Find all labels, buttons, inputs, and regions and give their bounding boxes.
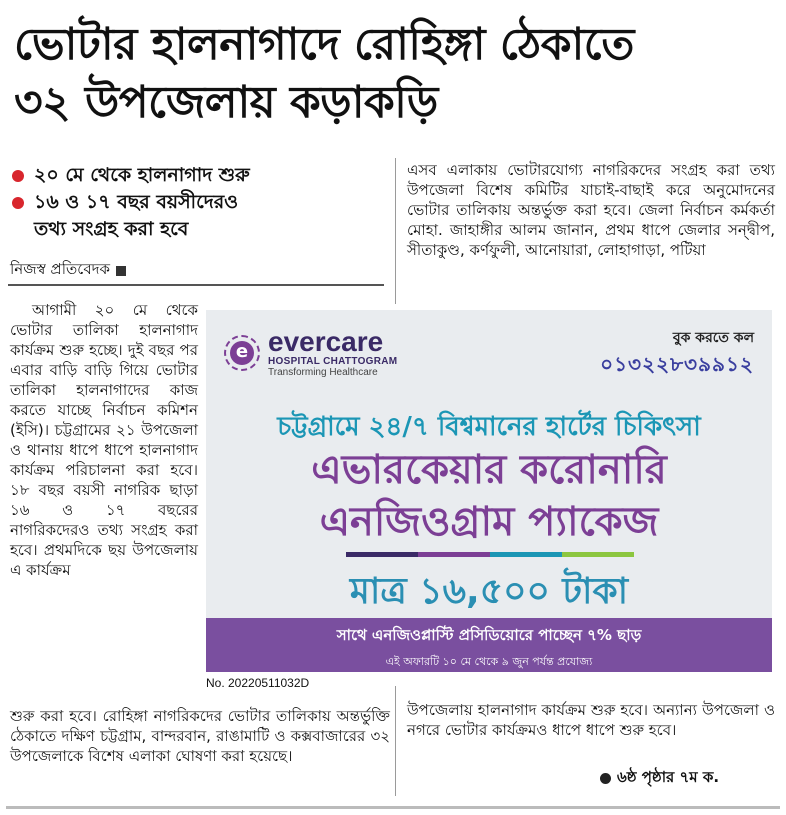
- phone-number: ০১৩২২৮৩৯৯১২: [600, 352, 754, 376]
- headline-line-1: ভোটার হালনাগাদে রোহিঙ্গা ঠেকাতে: [14, 19, 634, 70]
- article-right-bottom: উপজেলায় হালনাগাদ কার্যক্রম শুরু হবে। অন্যান্য উপজেলা ও নগরে ভোটার কার্যক্রমও ধাপে ধাপে শুরু হবে।: [407, 701, 775, 739]
- brand-subtitle: HOSPITAL CHATTOGRAM: [268, 356, 398, 367]
- article-left-column: আগামী ২০ মে থেকে ভোটার তালিকা হালনাগাদ কার্যক্রম শুরু হচ্ছে। দুই বছর পর এবার বাড়ি বাড়ি গিয়ে ভোটার তালিকা হালনাগাদের কাজ করতে যাচ্ছে নির্বাচন কমিশন (ইসি)। চট্টগ্রামের ২১ উপজেলা ও থানায় ধাপে ধাপে হালনাগাদ কার্যক্রম পরিচালনা করা হবে। ১৮ বছর বয়সী নাগরিক ছাড়া ১৬ ও ১৭ বছরের নাগরিকদেরও তথ্য সংগ্রহ করা হবে। প্রথমদিকে ছয় উপজেলায় এ কার্যক্রম: [10, 301, 198, 579]
- ad-color-bar: [346, 552, 634, 557]
- round-bullet-icon: [600, 773, 611, 784]
- ad-package-title: এভারকেয়ার করোনারি এনজিওগ্রাম প্যাকেজ: [311, 447, 667, 545]
- bullet-dot-icon: [12, 197, 24, 209]
- divider: [8, 284, 384, 286]
- offer-validity: এই অফারটি ১০ মে থেকে ৯ জুন পর্যন্ত প্রযোজ্য: [385, 655, 593, 668]
- color-segment: [562, 552, 634, 557]
- article-left-bottom: শুরু করা হবে। রোহিঙ্গা নাগরিকদের ভোটার তালিকায় অন্তর্ভুক্তি ঠেকাতে দক্ষিণ চট্টগ্রাম, বান্দরবান, রাঙামাটি ও কক্সবাজারের ৩২ উপজেলাকে বিশেষ এলাকা ঘোষণা করা হয়েছে।: [10, 707, 390, 765]
- bullet-item: ১৬ ও ১৭ বছর বয়সীদেরও: [10, 189, 390, 216]
- evercare-advertisement: [206, 310, 772, 672]
- ad-heading: চট্টগ্রামে ২৪/৭ বিশ্বমানের হার্টের চিকিৎসা: [277, 412, 701, 442]
- color-segment: [418, 552, 490, 557]
- article-right-top: এসব এলাকায় ভোটারযোগ্য নাগরিকদের সংগ্রহ করা তথ্য উপজেলা বিশেষ কমিটির যাচাই-বাছাই করে অনুমোদনের ভোটার তালিকায় অন্তর্ভুক্ত করা হবে। জেলা নির্বাচন কর্মকর্তা মোহা. জাহাঙ্গীর আলম জানান, প্রথম ধাপে জেলার সন্দ্বীপ, সীতাকুণ্ড, কর্ণফুলী, আনোয়ারা, লোহাগাড়া, পটিয়া: [407, 161, 775, 259]
- bottom-divider: [6, 806, 780, 809]
- headline: [14, 16, 774, 132]
- ad-number: No. 20220511032D: [206, 676, 310, 690]
- square-bullet-icon: [116, 266, 126, 276]
- ad-price: মাত্র ১৬,৫০০ টাকা: [349, 571, 629, 612]
- bullet-item: ২০ মে থেকে হালনাগাদ শুরু: [10, 162, 390, 189]
- brand-name: evercare: [268, 326, 384, 357]
- highlight-bullets: [10, 162, 390, 243]
- column-divider: [395, 686, 396, 796]
- byline: নিজস্ব প্রতিবেদক: [10, 258, 126, 283]
- call-label: বুক করতে কল: [672, 330, 754, 346]
- bullet-dot-icon: [12, 170, 24, 182]
- offer-discount: সাথে এনজিওপ্লাস্টি প্রসিডিয়োরে পাচ্ছেন ৭% ছাড়: [336, 626, 642, 644]
- color-segment: [346, 552, 418, 557]
- bullet-item-continuation: তথ্য সংগ্রহ করা হবে: [34, 218, 189, 240]
- ad-call-box: [600, 326, 754, 383]
- evercare-logo-icon: e: [224, 335, 260, 371]
- ad-offer-band: [206, 618, 772, 672]
- continuation-note[interactable]: ৬ষ্ঠ পৃষ্ঠার ৭ম ক.: [600, 766, 719, 791]
- headline-line-2: ৩২ উপজেলায় কড়াকড়ি: [14, 77, 438, 128]
- ad-logo: [224, 328, 397, 378]
- column-divider: [395, 158, 396, 304]
- color-segment: [490, 552, 562, 557]
- brand-tagline: Transforming Healthcare: [268, 367, 378, 378]
